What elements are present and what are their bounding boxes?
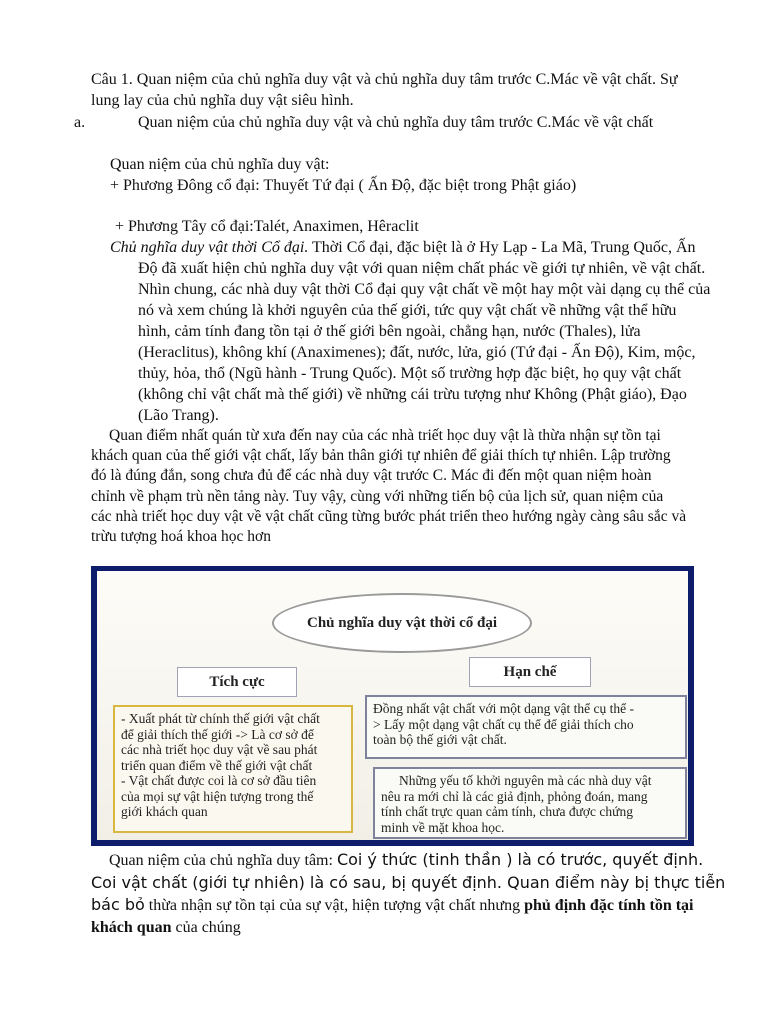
idealism-end: của chúng	[171, 918, 241, 936]
limit-content-box-2	[373, 767, 687, 839]
positive-line: các nhà triết học duy vật về sau phát	[121, 742, 318, 757]
slide-title-oval: Chủ nghĩa duy vật thời cổ đại	[272, 593, 532, 653]
positive-line: - Xuất phát từ chính thế giới vật chất	[121, 711, 320, 726]
limit-line: > Lấy một dạng vật chất cụ thể để giải thích cho	[373, 716, 634, 732]
positive-line: - Vật chất được coi là cơ sở đầu tiên	[121, 773, 317, 788]
idealism-paragraph	[91, 849, 727, 938]
limit-line: nêu ra mới chỉ là các giả định, phỏng đoán, mang	[381, 788, 648, 804]
limit-line: Những yếu tố khởi nguyên mà các nhà duy vật	[399, 773, 652, 788]
positive-content-box	[113, 705, 353, 833]
ancient-materialism-paragraph	[110, 237, 712, 426]
idealism-label: Quan niệm của chủ nghĩa duy tâm:	[109, 852, 337, 869]
idealism-rest: thừa nhận sự tồn tại của sự vật, hiện tượng vật chất nhưng	[144, 897, 525, 914]
ancient-italic-lead: Chủ nghĩa duy vật thời Cổ đại.	[110, 239, 309, 256]
limit-line: Đồng nhất vật chất với một dạng vật thể cụ thể -	[373, 701, 634, 716]
ancient-body: Thời Cổ đại, đặc biệt là ở Hy Lạp - La Mã, Trung Quốc, Ấn Độ đã xuất hiện chủ nghĩa duy vật với quan niệm chất phác về giới tự nhiên, về vật chất. Nhìn chung, các nhà duy vật thời Cổ đại quy vật chất về một hay một vài dạng cụ thể của nó và xem chúng là khởi nguyên của thế giới, tức quy vật chất về những vật thể hữu hình, cảm tính đang tồn tại ở thế giới bên ngoài, chẳng hạn, nước (Thales), lửa (Heraclitus), không khí (Anaximenes); đất, nước, lửa, gió (Tứ đại - Ấn Độ), Kim, mộc, thủy, hỏa, thổ (Ngũ hành - Trung Quốc). Một số trường hợp đặc biệt, họ quy vật chất (không chỉ vật chất mà thế giới) về những cái trừu tượng như Không (Phật giáo), Đạo (Lão Trang).	[138, 239, 711, 424]
west-line: + Phương Tây cổ đại:Talét, Anaximen, Hêraclit	[115, 218, 419, 235]
list-marker-a: a.	[74, 114, 86, 131]
limit-line: minh về mặt khoa học.	[381, 819, 505, 835]
limit-content-box-1	[365, 695, 687, 759]
positive-line: giới khách quan	[121, 804, 208, 819]
slide-canvas	[97, 571, 688, 840]
limit-line: toàn bộ thế giới vật chất.	[373, 732, 507, 747]
slide-image	[91, 566, 694, 846]
question-heading: Câu 1. Quan niệm của chủ nghĩa duy vật và chủ nghĩa duy tâm trước C.Mác về vật chất. Sự lung lay của chủ nghĩa duy vật siêu hình.	[91, 71, 678, 109]
limit-line: tính chất trực quan cảm tính, chưa được chứng	[381, 804, 633, 819]
idealism-sans-text: Coi ý thức (tinh thần ) là có trước, quyết định. Coi vật chất (giới tự nhiên) là có sau, bị quyết định. Quan điểm này bị thực tiễn bác bỏ	[91, 850, 726, 914]
idealism-bold: phủ định đặc tính tồn tại khách quan	[91, 897, 694, 936]
positive-line: triển quan điểm về thế giới vật chất	[121, 757, 313, 773]
item-a-text: Quan niệm của chủ nghĩa duy vật và chủ nghĩa duy tâm trước C.Mác về vật chất	[138, 114, 654, 131]
positive-line: của mọi sự vật hiện tượng trong thế	[121, 788, 314, 804]
limit-label-box: Hạn chế	[469, 657, 591, 687]
materialism-label: Quan niệm của chủ nghĩa duy vật:	[110, 156, 330, 173]
east-line: + Phương Đông cổ đại: Thuyết Tứ đại ( Ấn Độ, đặc biệt trong Phật giáo)	[110, 177, 577, 194]
consistent-view-paragraph: Quan điểm nhất quán từ xưa đến nay của các nhà triết học duy vật là thừa nhận sự tồn tại khách quan của thế giới vật chất, lấy bản thân giới tự nhiên để giải thích tự nhiên. Lập trường đó là đúng đắn, song chưa đủ để các nhà duy vật trước C. Mác đi đến một quan niệm hoàn chỉnh về phạm trù nền tảng này. Tuy vậy, cùng với những tiến bộ của lịch sử, quan niệm của các nhà triết học duy vật về vật chất cũng từng bước phát triển theo hướng ngày càng sâu sắc và trừu tượng hoá khoa học hơn	[91, 427, 687, 546]
positive-line: để giải thích thế giới -> Là cơ sở để	[121, 726, 314, 742]
positive-label-box: Tích cực	[177, 667, 297, 697]
